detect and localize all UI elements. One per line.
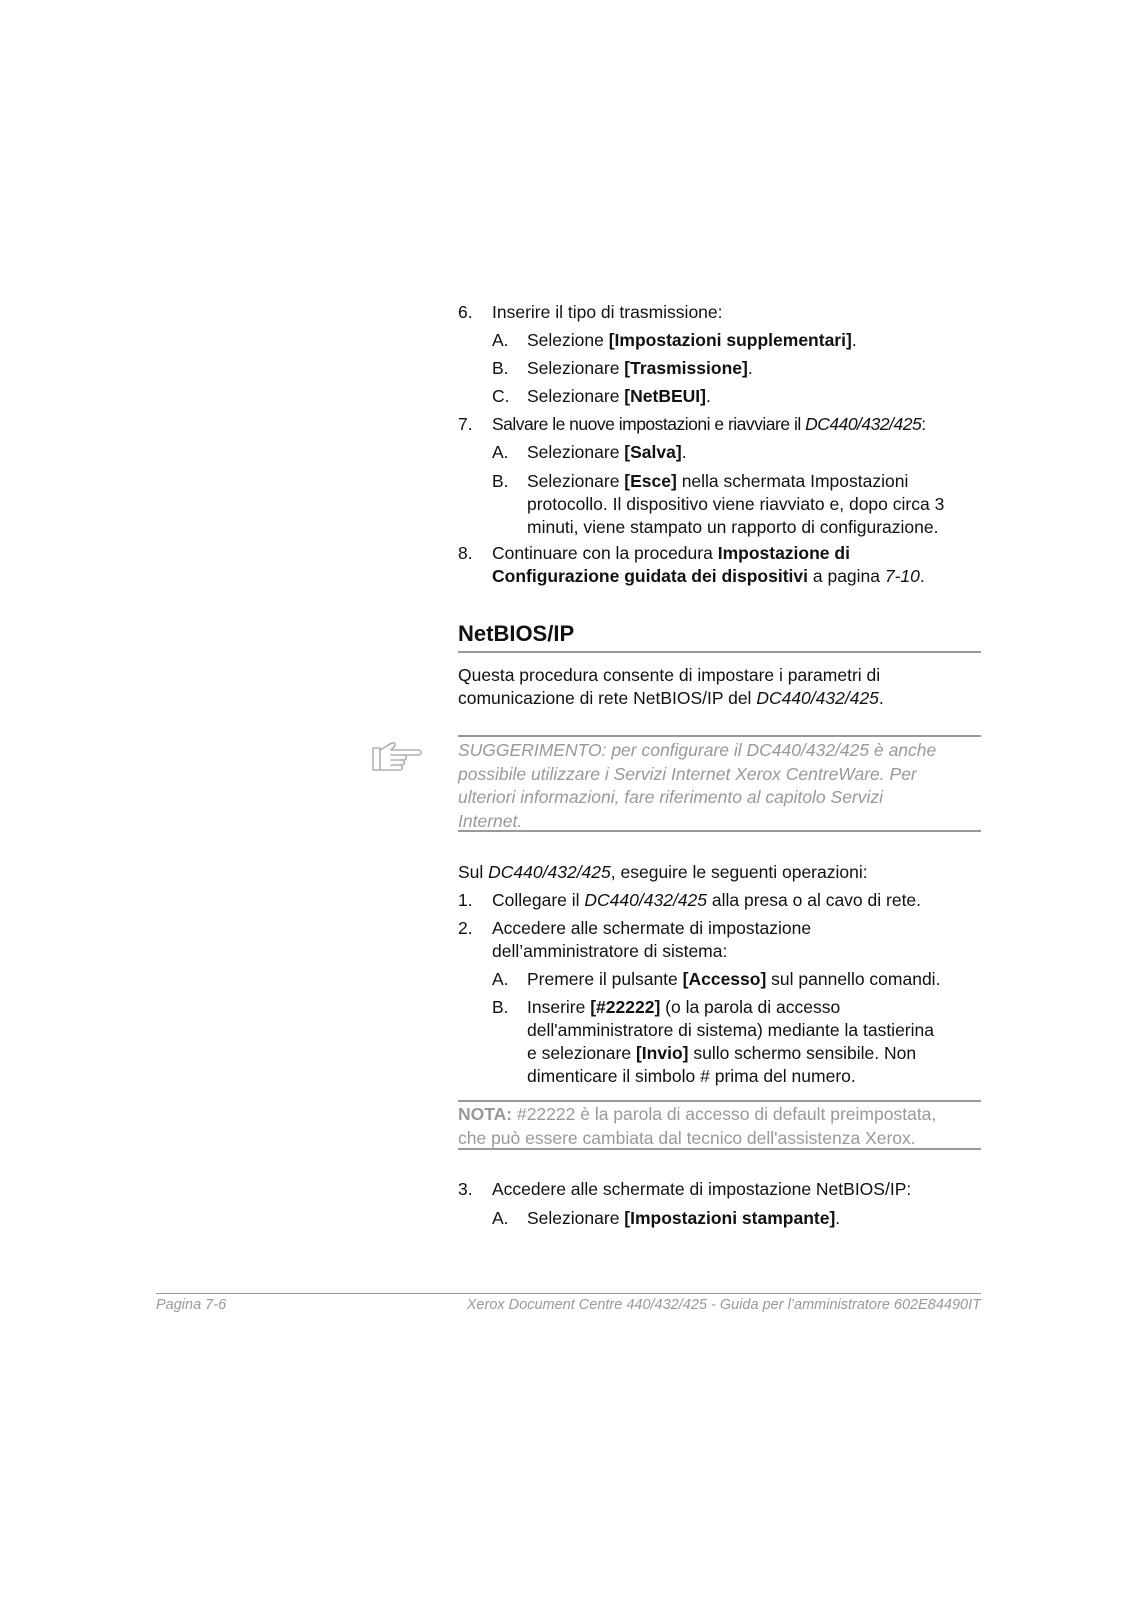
- step-text: Inserire il tipo di trasmissione:: [492, 302, 723, 322]
- tip-line: possibile utilizzare i Servizi Internet Xerox CentreWare. Per: [458, 763, 917, 784]
- page-reference: 7-10: [884, 566, 920, 586]
- step-number: 1.: [458, 890, 473, 910]
- step-text: Salvare le nuove impostazioni e riavviare il DC440/432/425:: [492, 414, 926, 434]
- step-number: 7.: [458, 414, 473, 434]
- step-3: [458, 1178, 981, 1235]
- step-number: 2.: [458, 918, 473, 938]
- note-box: [458, 1103, 981, 1150]
- tip-rule-top: [458, 735, 981, 737]
- step-7: [458, 413, 981, 539]
- substep-text: Selezionare [NetBEUI].: [527, 386, 711, 406]
- intro-line: comunicazione di rete NetBIOS/IP del DC440/432/425.: [458, 688, 884, 708]
- substep-letter: B.: [492, 471, 509, 491]
- tip-line: SUGGERIMENTO: per configurare il DC440/432/425 è anche: [458, 740, 937, 760]
- step-number: 3.: [458, 1179, 473, 1199]
- page-number: Pagina 7-6: [156, 1297, 227, 1313]
- substep-letter: B.: [492, 997, 509, 1017]
- note-rule-bottom: [458, 1148, 981, 1150]
- step-text-cont: dell’amministratore di sistema:: [492, 941, 728, 961]
- tip-line: Internet.: [458, 810, 523, 831]
- substep-text-cont: dell'amministratore di sistema) mediante la tastierina: [527, 1020, 934, 1040]
- note-rule-top: [458, 1100, 981, 1102]
- tip-box: [458, 739, 981, 833]
- substep-text-cont: e selezionare [Invio] sullo schermo sensibile. Non: [527, 1043, 917, 1063]
- step-text: Continuare con la procedura Impostazione di: [492, 543, 850, 563]
- substep-text: Selezionare [Salva].: [527, 442, 687, 462]
- substep-letter: A.: [492, 442, 509, 462]
- substep-text: Selezionare [Trasmissione].: [527, 358, 753, 378]
- step-text-cont: Configurazione guidata dei dispositivi a pagina 7-10.: [492, 566, 925, 586]
- step-8: [458, 542, 981, 588]
- note-line: NOTA: #22222 è la parola di accesso di default preimpostata,: [458, 1104, 937, 1124]
- substep-text: Selezionare [Impostazioni stampante].: [527, 1208, 841, 1228]
- substep-text: Premere il pulsante [Accesso] sul pannello comandi.: [527, 969, 941, 989]
- step-text: Accedere alle schermate di impostazione: [492, 918, 812, 938]
- on-device-paragraph: [458, 861, 981, 1088]
- document-title: Xerox Document Centre 440/432/425 - Guida per l’amministratore 602E84490IT: [466, 1297, 981, 1313]
- substep-letter: A.: [492, 330, 509, 350]
- substep-text-cont: dimenticare il simbolo # prima del numero.: [527, 1066, 856, 1086]
- substep-text-cont: minuti, viene stampato un rapporto di configurazione.: [527, 517, 939, 537]
- substep-text-cont: protocollo. Il dispositivo viene riavviato e, dopo circa 3: [527, 494, 945, 514]
- intro-paragraph: [458, 664, 981, 710]
- on-device-line: Sul DC440/432/425, eseguire le seguenti operazioni:: [458, 862, 868, 882]
- step-text: Collegare il DC440/432/425 alla presa o al cavo di rete.: [492, 890, 922, 910]
- step-text: Accedere alle schermate di impostazione NetBIOS/IP:: [492, 1179, 912, 1199]
- pointing-hand-icon: [370, 740, 426, 774]
- substep-text: Inserire [#22222] (o la parola di accesso: [527, 997, 841, 1017]
- tip-line: ulteriori informazioni, fare riferimento al capitolo Servizi: [458, 787, 884, 807]
- tip-rule-bottom: [458, 830, 981, 832]
- step-number: 8.: [458, 543, 473, 563]
- substep-letter: C.: [492, 386, 510, 406]
- tip-label: SUGGERIMENTO:: [458, 740, 607, 760]
- step-number: 6.: [458, 302, 473, 322]
- substep-letter: A.: [492, 969, 509, 989]
- substep-letter: B.: [492, 358, 509, 378]
- note-line: che può essere cambiata dal tecnico dell'assistenza Xerox.: [458, 1127, 916, 1148]
- section-heading: NetBIOS/IP: [458, 621, 575, 646]
- substep-text: Selezione [Impostazioni supplementari].: [527, 330, 857, 350]
- substep-letter: A.: [492, 1208, 509, 1228]
- intro-line: Questa procedura consente di impostare i parametri di: [458, 665, 881, 685]
- note-label: NOTA:: [458, 1104, 513, 1124]
- footer-rule: [156, 1293, 981, 1294]
- step-6: [458, 301, 981, 413]
- heading-rule: [458, 651, 981, 653]
- substep-text: Selezionare [Esce] nella schermata Impostazioni: [527, 471, 909, 491]
